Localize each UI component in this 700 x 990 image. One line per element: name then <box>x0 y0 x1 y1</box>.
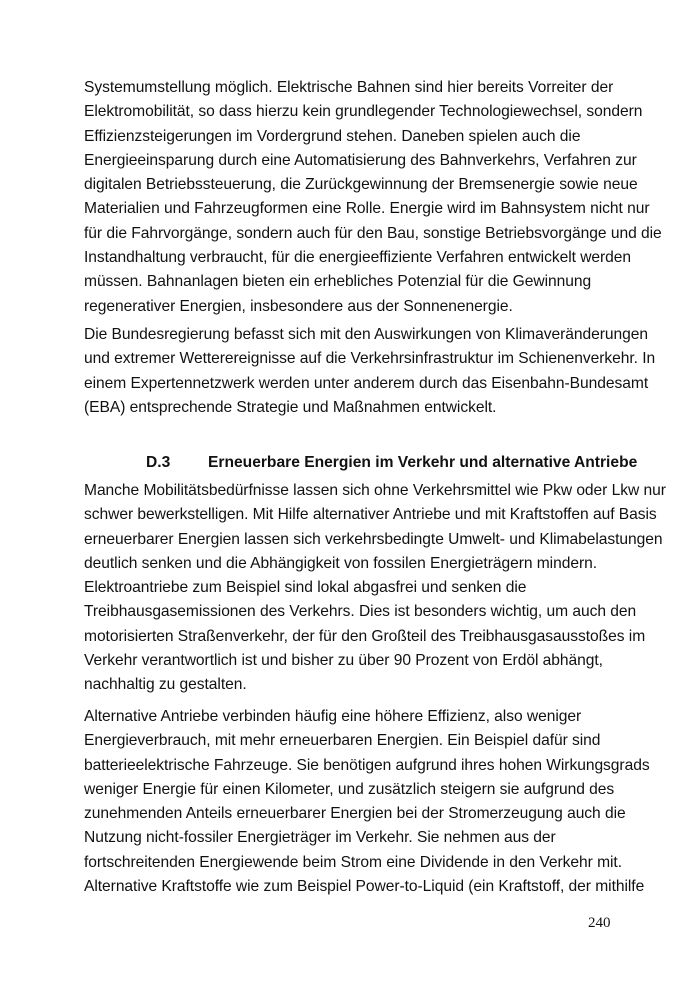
paragraph-alternative-drives <box>84 479 666 698</box>
text-line: Manche Mobilitätsbedürfnisse lassen sich ohne Verkehrsmittel wie Pkw oder Lkw nur <box>84 482 666 499</box>
text-line: Nutzung nicht-fossiler Energieträger im Verkehr. Sie nehmen aus der <box>84 829 556 847</box>
text-line: digitalen Betriebssteuerung, die Zurückgewinnung der Bremsenergie sowie neue <box>84 176 638 194</box>
text-line: einem Expertennetzwerk werden unter anderem durch das Eisenbahn-Bundesamt <box>84 374 649 392</box>
paragraph-rail-electromobility <box>84 76 662 319</box>
text-line: Energieverbrauch, mit mehr erneuerbaren Energien. Ein Beispiel dafür sind <box>84 732 601 750</box>
text-line: müssen. Bahnanlagen bieten ein erhebliches Potenzial für die Gewinnung <box>84 273 592 291</box>
text-line: Effizienzsteigerungen im Vordergrund stehen. Daneben spielen auch die <box>84 127 581 145</box>
text-line: nachhaltig zu gestalten. <box>84 676 247 694</box>
paragraph-climate-adaptation <box>84 323 656 420</box>
section-title: Erneuerbare Energien im Verkehr und alternative Antriebe <box>208 454 638 471</box>
text-line: batterieelektrische Fahrzeuge. Sie benötigen aufgrund ihres hohen Wirkungsgrads <box>84 756 650 774</box>
text-line: Treibhausgasemissionen des Verkehrs. Dies ist besonders wichtig, um auch den <box>84 603 637 621</box>
text-line: schwer bewerkstelligen. Mit Hilfe alternativer Antriebe und mit Kraftstoffen auf Basis <box>84 506 657 524</box>
text-line: Elektroantriebe zum Beispiel sind lokal abgasfrei und senken die <box>84 579 527 597</box>
text-line: Systemumstellung möglich. Elektrische Bahnen sind hier bereits Vorreiter der <box>84 79 614 96</box>
text-line: (EBA) entsprechende Strategie und Maßnahmen entwickelt. <box>84 398 497 416</box>
text-line: und extremer Wetterereignisse auf die Verkehrsinfrastruktur im Schienenverkehr. In <box>84 350 656 368</box>
paragraph-efficiency <box>84 705 650 899</box>
text-line: weniger Energie für einen Kilometer, und zusätzlich steigern sie aufgrund des <box>84 780 615 798</box>
text-line: regenerativer Energien, insbesondere aus der Sonnenenergie. <box>84 297 513 315</box>
text-line: deutlich senken und die Abhängigkeit von fossilen Energieträgern mindern. <box>84 554 598 572</box>
text-line: Elektromobilität, so dass hierzu kein grundlegender Technologiewechsel, sondern <box>84 103 643 121</box>
text-line: Instandhaltung verbraucht, für die energieeffiziente Verfahren entwickelt werden <box>84 249 632 267</box>
text-line: Verkehr verantwortlich ist und bisher zu über 90 Prozent von Erdöl abhängt, <box>84 652 603 670</box>
text-line: erneuerbarer Energien lassen sich verkehrsbedingte Umwelt- und Klimabelastungen <box>84 530 663 548</box>
section-number: D.3 <box>146 454 171 471</box>
text-line: für die Fahrvorgänge, sondern auch für den Bau, sonstige Betriebsvorgänge und die <box>84 224 662 242</box>
text-line: Energieeinsparung durch eine Automatisierung des Bahnverkehrs, Verfahren zur <box>84 151 637 169</box>
text-line: Die Bundesregierung befasst sich mit den Auswirkungen von Klimaveränderungen <box>84 326 648 343</box>
section-heading <box>146 451 637 475</box>
text-line: Materialien und Fahrzeugformen eine Rolle. Energie wird im Bahnsystem nicht nur <box>84 200 650 218</box>
page-number: 240 <box>588 915 611 931</box>
text-line: Alternative Kraftstoffe wie zum Beispiel Power-to-Liquid (ein Kraftstoff, der mithilfe <box>84 878 645 896</box>
text-line: zunehmenden Anteils erneuerbarer Energien bei der Stromerzeugung auch die <box>84 805 626 823</box>
text-line: Alternative Antriebe verbinden häufig eine höhere Effizienz, also weniger <box>84 708 582 725</box>
text-line: fortschreitenden Energiewende beim Strom eine Dividende in den Verkehr mit. <box>84 853 622 871</box>
text-line: motorisierten Straßenverkehr, der für den Großteil des Treibhausgasausstoßes im <box>84 627 646 645</box>
